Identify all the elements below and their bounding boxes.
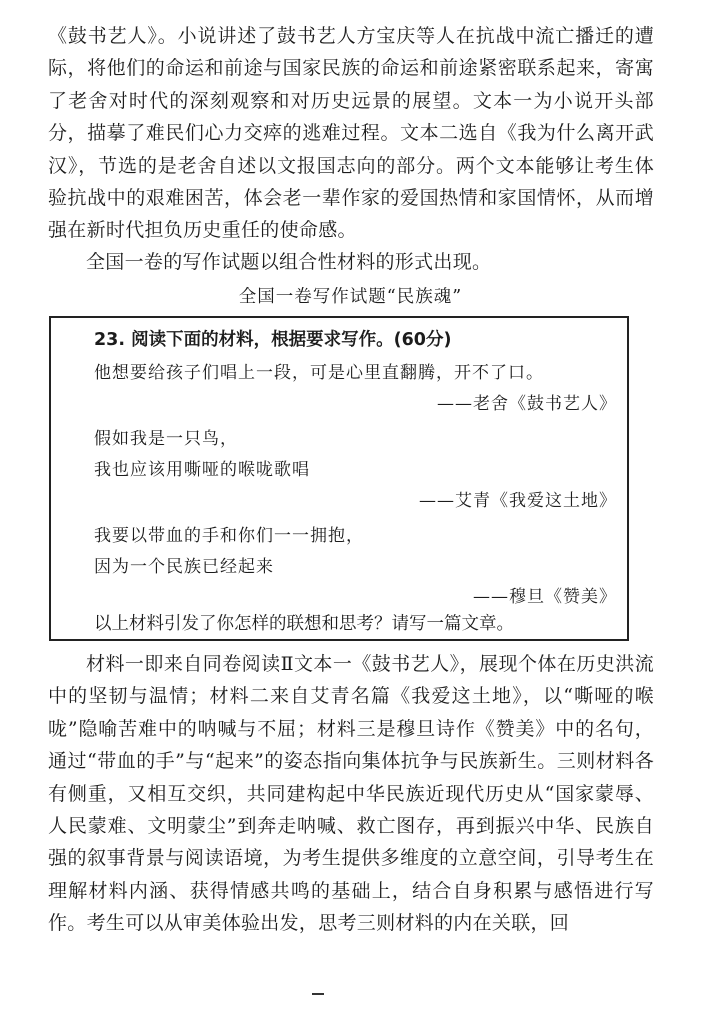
box-caption: 全国一卷写作试题“民族魂” (238, 287, 463, 307)
page-number-mark (312, 993, 324, 995)
material-3-attribution: ——穆旦《赞美》 (473, 587, 617, 607)
top-paragraph: 《鼓书艺人》。小说讲述了鼓书艺人方宝庆等人在抗战中流亡播迁的遭际，将他们的命运和前途与国家民族的命运和前途紧密联系起来，寄寓了老舍对时代的深刻观察和对历史远景的展望。文本一为小说开头部分，描摹了难民们心力交瘁的逃难过程。文本二选自《我为什么离开武汉》，节选的是老舍自述以文报国志向的部分。两个文本能够让考生体验抗战中的艰难困苦，体会老一辈作家的爱国热情和家国情怀，从而增强在新时代担负历史重任的使命感。 (48, 25, 654, 242)
writing-question-box (49, 316, 629, 641)
analysis-paragraph: 材料一即来自同卷阅读Ⅱ文本一《鼓书艺人》，展现个体在历史洪流中的坚韧与温情；材料二来自艾青名篇《我爱这土地》，以“嘶哑的喉咙”隐喻苦难中的呐喊与不屈；材料三是穆旦诗作《赞美》中的名句，通过“带血的手”与“起来”的姿态指向集体抗争与民族新生。三则材料各有侧重，又相互交织，共同建构起中华民族近现代历史从“国家蒙辱、人民蒙难、文明蒙尘”到奔走呐喊、救亡图存，再到振兴中华、民族自强的叙事背景与阅读语境，为考生提供多维度的立意空间，引导考生在理解材料内涵、获得情感共鸣的基础上，结合自身积累与感悟进行写作。考生可以从审美体验出发，思考三则材料的内在关联，回 (48, 653, 654, 935)
material-3-line-2: 因为一个民族已经起来 (94, 557, 274, 577)
material-3-line-1: 我要以带血的手和你们一一拥抱， (94, 526, 364, 546)
material-2-line-2: 我也应该用嘶哑的喉咙歌唱 (94, 460, 310, 480)
writing-prompt: 以上材料引发了你怎样的联想和思考？请写一篇文章。 (94, 614, 514, 634)
material-1-text: 他想要给孩子们唱上一段，可是心里直翻腾，开不了口。 (94, 363, 544, 383)
material-2-attribution: ——艾青《我爱这土地》 (419, 491, 617, 511)
material-1-attribution: ——老舍《鼓书艺人》 (437, 394, 617, 414)
question-heading: 23. 阅读下面的材料，根据要求写作。(60分) (94, 330, 452, 350)
intro-paragraph: 全国一卷的写作试题以组合性材料的形式出现。 (86, 251, 492, 273)
material-2-line-1: 假如我是一只鸟， (94, 429, 238, 449)
